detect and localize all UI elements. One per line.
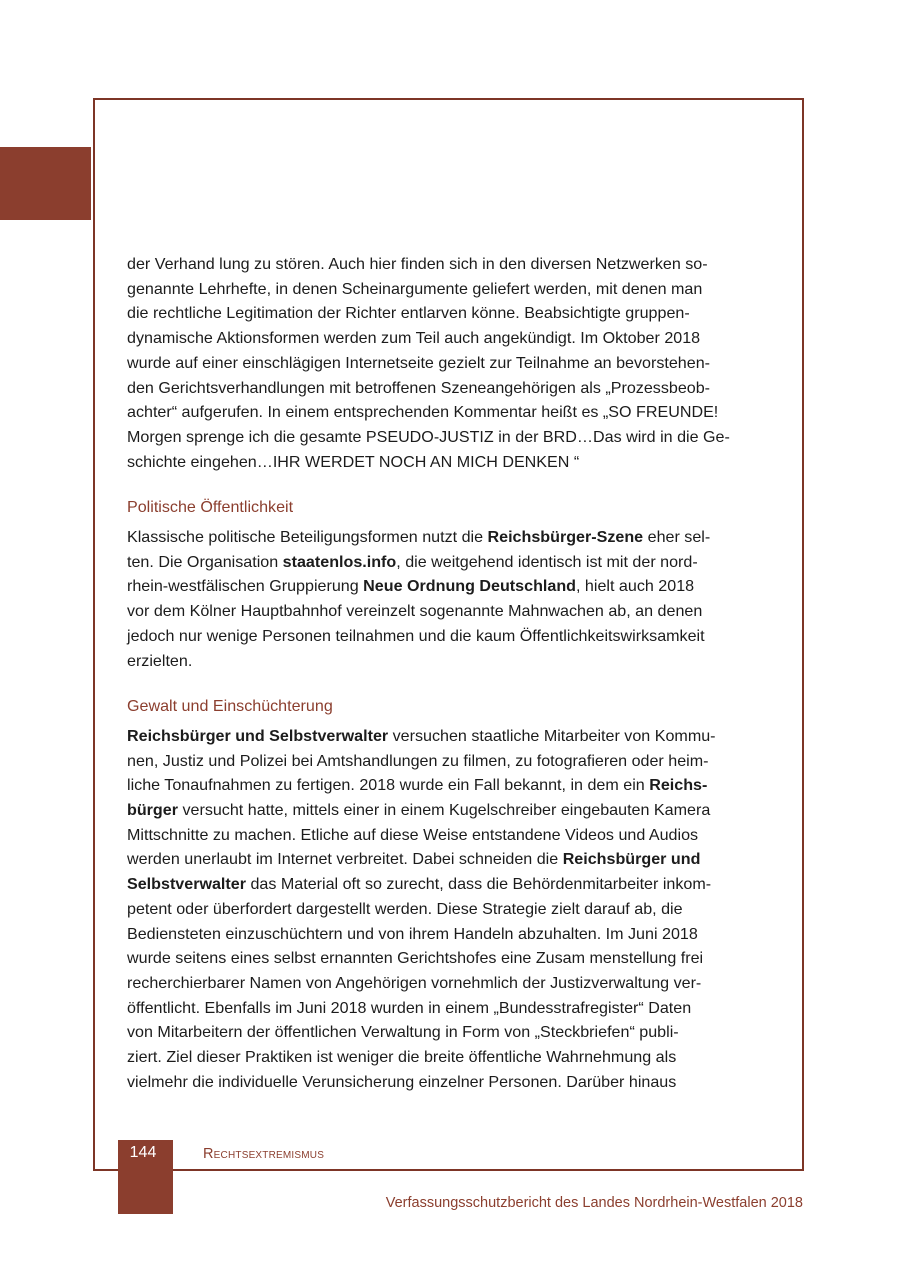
text-run: das Material oft so zurecht, dass die Behördenmitarbeiter inkom- [245,875,712,894]
text-run: Mittschnitte zu machen. Etliche auf diese Weise entstandene Videos und Audios [127,825,699,844]
main-content [127,252,757,1095]
text-run: achter“ aufgerufen. In einem entsprechenden Kommentar heißt es „SO FREUNDE! [127,403,719,422]
text-run: ten. Die Organisation [127,552,283,571]
text-line [127,1020,757,1045]
text-line [127,649,757,674]
text-line [127,326,757,351]
text-run: vor dem Kölner Hauptbahnhof vereinzelt sogenannte Mahnwachen ab, an denen [127,602,703,621]
text-line [127,400,757,425]
bold-term: Selbstverwalter [127,875,246,894]
bold-term: bürger [127,801,178,820]
text-line [127,773,757,798]
text-run: den Gerichtsverhandlungen mit betroffenen Szeneangehörigen als „Prozessbeob- [127,378,711,397]
text-line [127,872,757,897]
running-section-title: Rechtsextremismus [203,1146,325,1162]
publication-title: Verfassungsschutzbericht des Landes Nordrhein-Westfalen 2018 [385,1195,803,1211]
text-line [127,574,757,599]
text-line [127,946,757,971]
text-line [127,277,757,302]
text-line [127,1070,757,1095]
text-run: ziert. Ziel dieser Praktiken ist weniger die breite öffentliche Wahrnehmung als [127,1048,677,1067]
text-line [127,749,757,774]
paragraph-intro [127,252,757,474]
text-run: Bediensteten einzuschüchtern und von ihrem Handeln abzuhalten. Im Juni 2018 [127,924,698,943]
bold-term: Neue Ordnung Deutschland [363,577,576,596]
text-run: versuchen staatliche Mitarbeiter von Kommu- [388,726,716,745]
text-run: versucht hatte, mittels einer in einem Kugelschreiber eingebauten Kamera [177,801,711,820]
text-line [127,376,757,401]
text-run: öffentlicht. Ebenfalls im Juni 2018 wurden in einem „Bundesstrafregister“ Daten [127,998,692,1017]
text-run: recherchierbarer Namen von Angehörigen vornehmlich der Justizverwaltung ver- [127,973,702,992]
text-run: , die weitgehend identisch ist mit der nord- [396,552,698,571]
text-line [127,301,757,326]
text-run: Klassische politische Beteiligungsformen nutzt die [127,528,488,547]
text-run: petent oder überfordert dargestellt werden. Diese Strategie zielt darauf ab, die [127,899,683,918]
text-run: jedoch nur wenige Personen teilnahmen und die kaum Öffentlichkeitswirksamkeit [127,626,705,645]
bold-term: Reichsbürger und [562,850,701,869]
text-line [127,847,757,872]
text-run: rhein-westfälischen Gruppierung [127,577,364,596]
text-line [127,996,757,1021]
text-run: wurde auf einer einschlägigen Internetseite gezielt zur Teilnahme an bevorstehen- [127,353,711,372]
text-line [127,922,757,947]
text-line [127,624,757,649]
text-line [127,252,757,277]
text-line [127,550,757,575]
text-line [127,351,757,376]
text-run: dynamische Aktionsformen werden zum Teil auch angekündigt. Im Oktober 2018 [127,329,701,348]
text-run: genannte Lehrhefte, in denen Scheinargumente geliefert werden, mit denen man [127,279,703,298]
text-line [127,525,757,550]
text-line [127,599,757,624]
text-line [127,798,757,823]
text-line [127,971,757,996]
text-line [127,724,757,749]
text-run: schichte eingehen…IHR WERDET NOCH AN MICH DENKEN “ [127,452,580,471]
section-heading-politische-oeffentlichkeit: Politische Öffentlichkeit [127,498,294,517]
text-run: nen, Justiz und Polizei bei Amtshandlungen zu filmen, zu fotografieren oder heim- [127,751,709,770]
text-line [127,450,757,475]
page-number: 144 [129,1144,157,1161]
bold-term: Reichsbürger-Szene [487,528,644,547]
text-line [127,897,757,922]
bold-term: staatenlos.info [282,552,397,571]
text-run: von Mitarbeitern der öffentlichen Verwaltung in Form von „Steckbriefen“ publi- [127,1023,679,1042]
text-line [127,1045,757,1070]
text-run: erzielten. [127,651,193,670]
text-run: vielmehr die individuelle Verunsicherung einzelner Personen. Darüber hinaus [127,1072,677,1091]
text-run: die rechtliche Legitimation der Richter entlarven könne. Beabsichtigte gruppen- [127,304,690,323]
text-run: , hielt auch 2018 [575,577,695,596]
text-run: werden unerlaubt im Internet verbreitet. Dabei schneiden die [127,850,563,869]
text-line [127,823,757,848]
bold-term: Reichs- [649,776,708,795]
text-run: wurde seitens eines selbst ernannten Gerichtshofes eine Zusam menstellung frei [127,949,704,968]
paragraph-politische-oeffentlichkeit [127,525,757,673]
paragraph-gewalt [127,724,757,1095]
text-run: eher sel- [643,528,711,547]
bold-term: Reichsbürger und Selbstverwalter [127,726,389,745]
side-tab-marker [0,147,91,220]
text-line [127,425,757,450]
text-run: Morgen sprenge ich die gesamte PSEUDO-JUSTIZ in der BRD…Das wird in die Ge- [127,427,730,446]
section-heading-gewalt: Gewalt und Einschüchterung [127,697,333,716]
text-run: der Verhand lung zu stören. Auch hier finden sich in den diversen Netzwerken so- [127,255,708,273]
text-run: liche Tonaufnahmen zu fertigen. 2018 wurde ein Fall bekannt, in dem ein [127,776,650,795]
